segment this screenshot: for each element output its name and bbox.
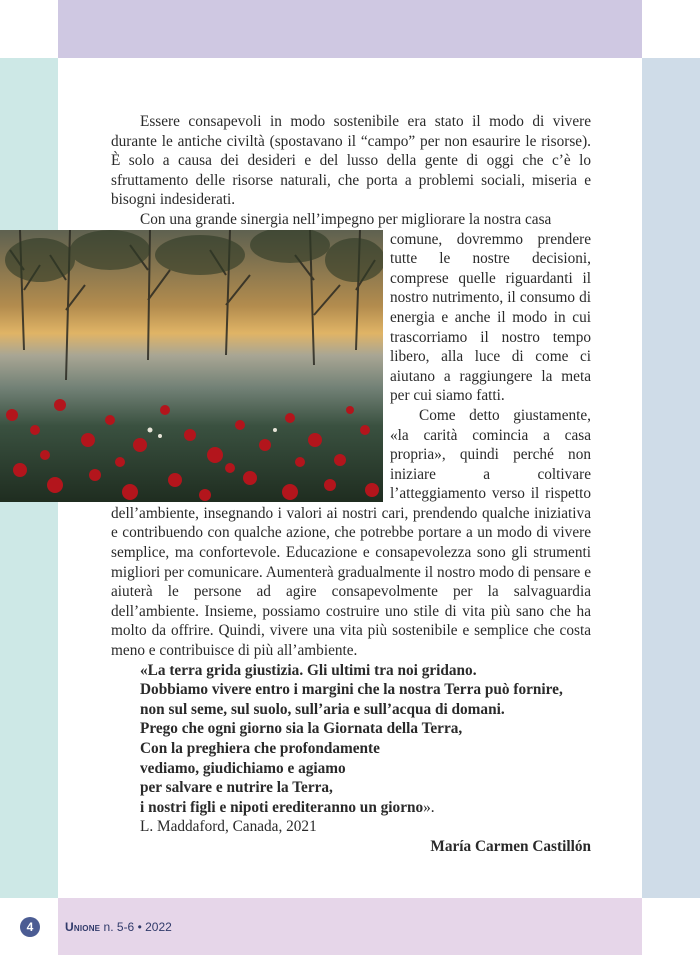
quote-block [111,661,591,837]
article-author: María Carmen Castillón [430,837,591,855]
paragraph-3: Come detto giustamente, «la carità comincia a casa propria», quindi perché non iniziare a coltivare l’atteggiamento verso il rispetto dell’ambiente, insegnando i valori ai nostri cari, prendendo qualche iniziativa e contribuendo con qualche azione, che potrebbe portare a un modo di vivere semplice, ma confortevole. Educazione e consapevolezza sono gli strumenti migliori per comunicare. Aumenterà gradualmente il nostro modo di pensare e aiuterà le persone ad agire consapevolmente per la salvaguardia dell’ambiente. Insieme, possiamo costruire uno stile di vita più sano che ha molto da offrire. Quindi, vivere una vita più sostenibile e semplice che costa meno e contribuisce di più all’ambiente. [111,406,591,660]
right-color-band [642,58,700,898]
quote-last-text: i nostri figli e nipoti erediteranno un giorno [140,798,424,816]
issue-number: n. 5-6 • 2022 [103,920,172,934]
quote-line-last [111,798,591,818]
journal-name: Unione [65,920,101,934]
journal-issue [65,920,172,934]
quote-line: «La terra grida giustizia. Gli ultimi tra noi gridano. [140,661,477,679]
quote-line: Con la preghiera che profondamente [140,740,380,757]
top-color-band [58,0,642,58]
poppy-field-photo [0,230,383,502]
page-number-badge: 4 [20,917,40,937]
quote-closing: ». [423,798,435,816]
quote-line: Prego che ogni giorno sia la Giornata della Terra, [140,720,463,738]
quote-line: Dobbiamo vivere entro i margini che la nostra Terra può fornire, [140,681,563,699]
paragraph-1: Essere consapevoli in modo sostenibile era stato il modo di vivere durante le antiche civiltà (spostavano il “campo” per non esaurire le risorse). È solo a causa dei desideri e del lusso della gente di oggi che c’è lo sfruttamento delle risorse naturali, che porta a problemi sociali, miseria e bisogni indesiderati. [111,113,591,209]
page-footer [20,917,172,937]
article-body [111,112,591,857]
paragraph-2-rest: comune, dovremmo prendere tutte le nostre decisioni, comprese quelle riguardanti il nostro nutrimento, il consumo di energia e anche il modo in cui trascorriamo il nostro tempo libero, alla luce di come ci aiutano a raggiungere la meta per cui siamo fatti. [390,230,591,405]
quote-line: per salvare e nutrire la Terra, [140,779,333,797]
quote-source: L. Maddaford, Canada, 2021 [140,818,317,836]
paragraph-2-start: Con una grande sinergia nell’impegno per migliorare la nostra casa [140,210,552,228]
quote-line: vediamo, giudichiamo e agiamo [140,759,346,777]
quote-line: non sul seme, sul suolo, sull’aria e sull’acqua di domani. [140,700,505,718]
